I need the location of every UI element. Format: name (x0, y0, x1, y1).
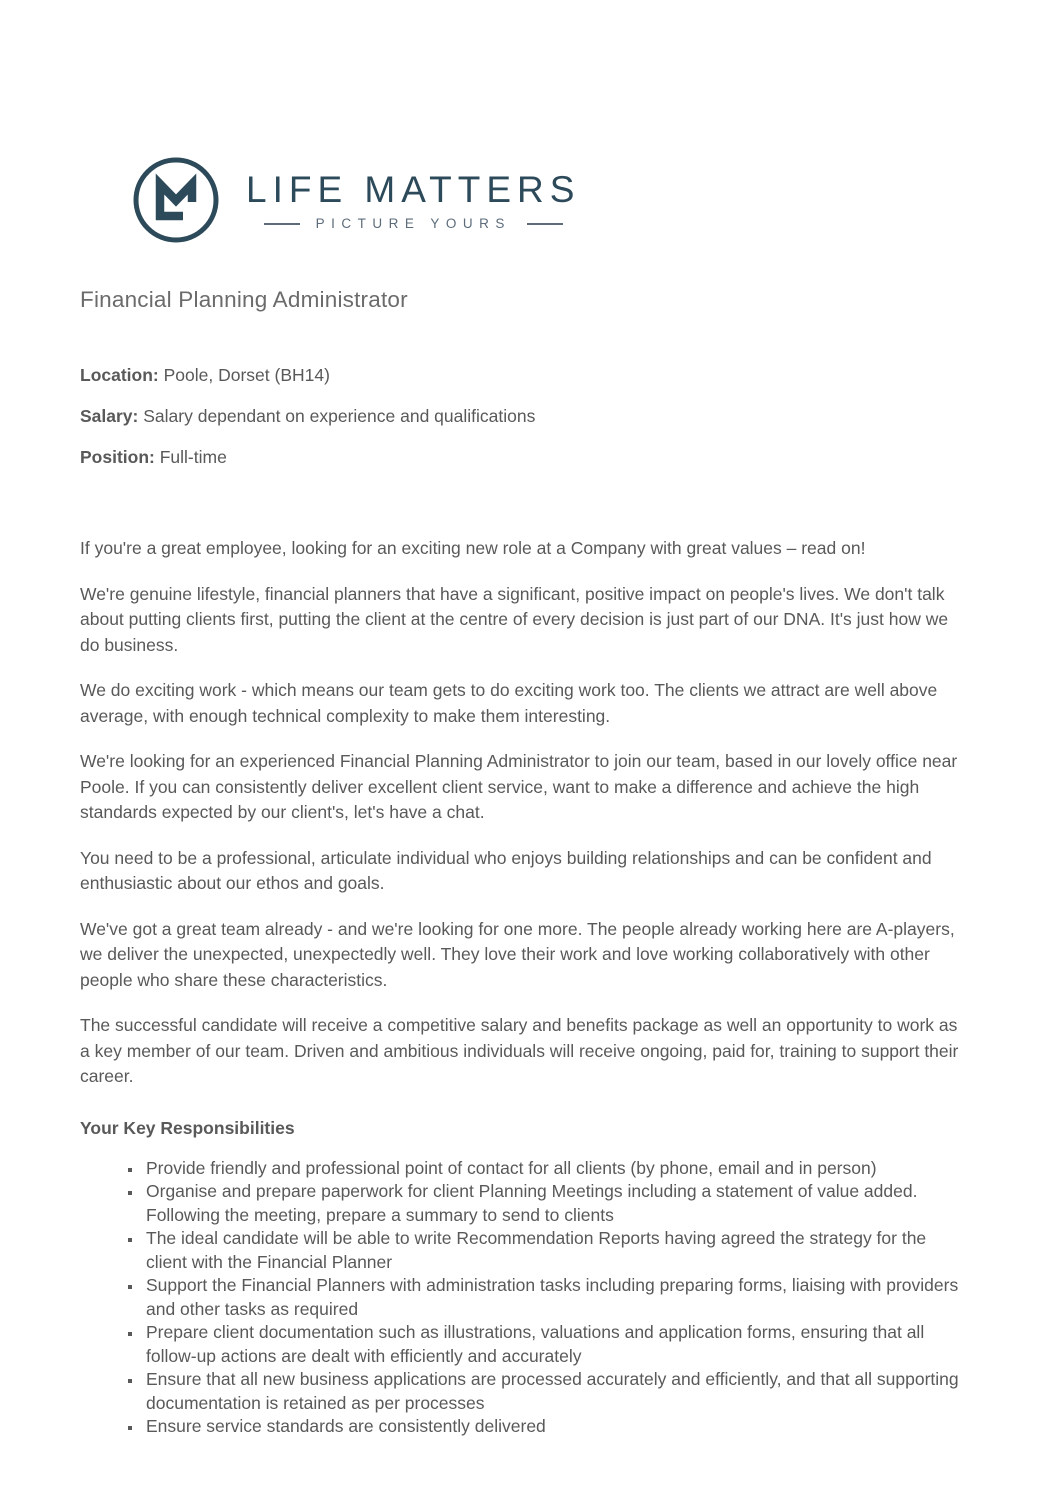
logo-tagline: PICTURE YOURS (315, 216, 511, 231)
responsibilities-list (80, 1157, 962, 1439)
lm-monogram-icon (132, 156, 220, 244)
logo-wordmark: LIFE MATTERS (246, 169, 581, 210)
responsibility-item: ▪ The ideal candidate will be able to write Recommendation Reports having agreed the strategy for the client with the Financial Planner (143, 1227, 962, 1274)
logo-tagline-row (264, 216, 563, 231)
responsibility-item: ▪ Support the Financial Planners with administration tasks including preparing forms, liaising with providers and other tasks as required (143, 1274, 962, 1321)
responsibility-item: ▪ Ensure that all new business applications are processed accurately and efficiently, and that all supporting documentation is retained as per processes (143, 1368, 962, 1415)
responsibility-item: ▪ Organise and prepare paperwork for client Planning Meetings including a statement of value added. Following the meeting, prepare a summary to send to clients (143, 1180, 962, 1227)
detail-position-value: Full-time (159, 447, 227, 467)
about-paragraph: We're genuine lifestyle, financial planners that have a significant, positive impact on people's lives. We don't talk about putting clients first, putting the client at the centre of every decision is just part of our DNA. It's just how we do business. (80, 583, 949, 655)
detail-salary-label: Salary: (80, 406, 139, 426)
team-paragraph: We've got a great team already - and we're looking for one more. The people already working here are A-players, we deliver the unexpected, unexpectedly well. They love their work and love working collaboratively with other people who share these characteristics. (80, 918, 955, 990)
company-logo (132, 155, 962, 245)
detail-location (80, 363, 962, 388)
intro-paragraph: If you're a great employee, looking for an exciting new role at a Company with great values – read on! (80, 538, 866, 558)
role-paragraph: We're looking for an experienced Financial Planning Administrator to join our team, based in our lovely office near Poole. If you can consistently deliver excellent client service, want to make a difference and achieve the high standards expected by our client's, let's have a chat. (80, 751, 958, 822)
page-title: Financial Planning Administrator (80, 287, 408, 312)
tagline-dash-right-icon (527, 223, 563, 225)
benefits-paragraph: The successful candidate will receive a competitive salary and benefits package as well an opportunity to work as a key member of our team. Driven and ambitious individuals will receive ongoing, paid for, training to support their career. (80, 1015, 959, 1086)
detail-location-label: Location: (80, 365, 159, 385)
responsibilities-heading: Your Key Responsibilities (80, 1117, 295, 1138)
responsibility-item: ▪ Provide friendly and professional point of contact for all clients (by phone, email and in person) (143, 1157, 962, 1181)
detail-salary (80, 404, 962, 429)
detail-location-value: Poole, Dorset (BH14) (163, 365, 330, 385)
detail-salary-value: Salary dependant on experience and qualifications (143, 406, 536, 426)
responsibility-item: ▪ Prepare client documentation such as illustrations, valuations and application forms, ensuring that all follow-up actions are dealt with efficiently and accurately (143, 1321, 962, 1368)
tagline-dash-left-icon (264, 223, 300, 225)
work-paragraph: We do exciting work - which means our team gets to do exciting work too. The clients we attract are well above average, with enough technical complexity to make them interesting. (80, 680, 938, 726)
job-description (80, 536, 962, 1439)
detail-position-label: Position: (80, 447, 155, 467)
profile-paragraph: You need to be a professional, articulate individual who enjoys building relationships and can be confident and enthusiastic about our ethos and goals. (80, 847, 932, 893)
detail-position (80, 445, 962, 470)
responsibility-item: ▪ Ensure service standards are consistently delivered (143, 1415, 962, 1439)
job-details (80, 363, 962, 470)
logo-text-block (246, 169, 580, 231)
